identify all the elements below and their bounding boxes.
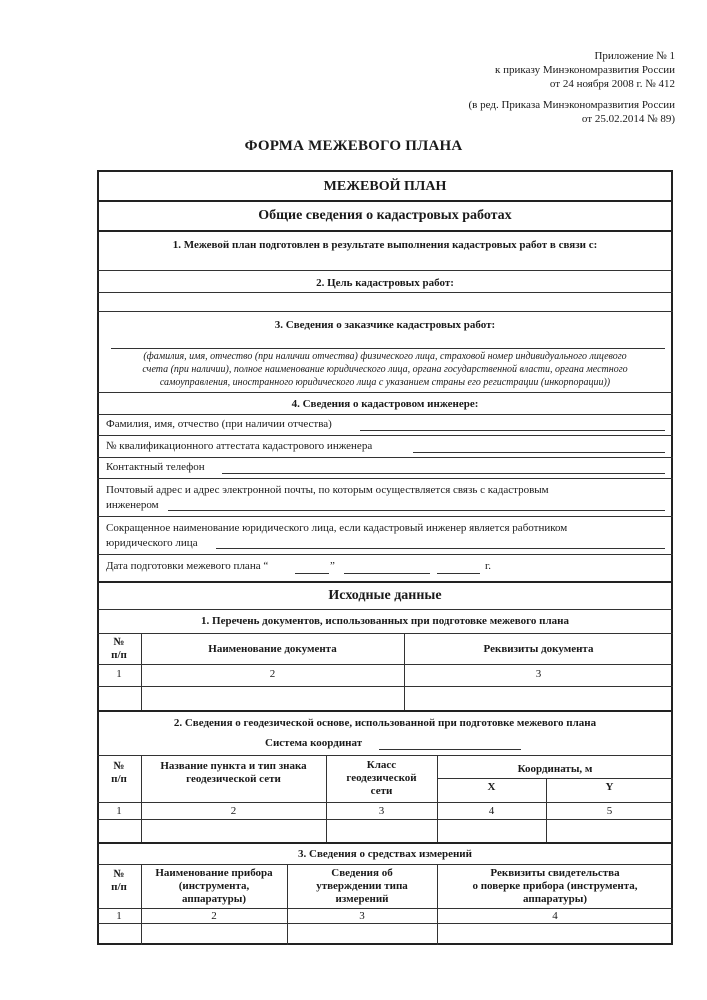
engineer-name-label: Фамилия, имя, отчество (при наличии отчества) [106,418,332,430]
certificate-field[interactable] [413,452,665,453]
customer-fill-line [111,348,665,349]
customer-note [97,350,673,389]
address-field[interactable] [168,510,665,511]
instruments-col-number [97,868,141,894]
header-text: (инструмента, [178,880,250,892]
date-month-field[interactable] [344,573,430,574]
section-1-title: 1. Межевой план подготовлен в результате выполнения кадастровых работ в связи с: [172,239,598,251]
column-number: 1 [116,668,122,680]
header-line: Приложение № 1 [594,50,675,62]
header-line: от 24 ноября 2008 г. № 412 [549,78,675,90]
phone-field[interactable] [222,473,665,474]
header-line: (в ред. Приказа Минэкономразвития России [468,99,675,111]
header-line: к приказу Минэкономразвития России [495,64,675,76]
instruments-col-type [287,867,437,906]
date-year-suffix: г. [485,560,492,572]
instruments-col-device [141,867,287,906]
header-text: аппаратуры) [523,893,587,905]
column-number: 3 [535,668,542,680]
header-text: п/п [111,881,127,893]
organization-line-2: юридического лица [106,537,198,549]
header-text: № [113,760,125,772]
column-number: 2 [269,668,276,680]
column-number: 3 [378,805,385,817]
header-text: Сведения об [331,867,393,879]
certificate-label: № квалификационного аттестата кадастрового инженера [106,440,373,452]
documents-col-number [97,636,141,662]
header-text: Реквизиты свидетельства [490,867,620,879]
note-line: счета (при наличии), полное наименование юридического лица, органа государственной власти, органа местного [142,364,628,375]
documents-col-name: Наименование документа [208,643,337,655]
note-line: (фамилия, имя, отчество (при наличии отчества) физического лица, страховой номер индивидуального лицевого [143,351,627,362]
documents-table-title: 1. Перечень документов, использованных при подготовке межевого плана [201,615,569,627]
header-text: п/п [111,649,127,661]
header-text: утверждении типа [316,880,408,892]
header-text: Название пункта и тип знака [160,760,307,772]
organization-line-1: Сокращенное наименование юридического лица, если кадастровый инженер является работником [106,522,568,534]
geodetic-table-title: 2. Сведения о геодезической основе, использованной при подготовке межевого плана [173,717,597,729]
phone-label: Контактный телефон [106,461,205,473]
engineer-name-field[interactable] [360,430,665,431]
column-number: 1 [116,805,122,817]
organization-label [106,521,567,551]
header-text: Класс [366,759,397,771]
address-label [106,483,549,513]
section-2-title: 2. Цель кадастровых работ: [316,277,454,289]
header-text: измерений [335,893,389,905]
document-header [415,49,675,126]
column-number: 3 [359,910,365,922]
instruments-table-title: 3. Сведения о средствах измерений [298,848,472,860]
organization-field[interactable] [216,548,665,549]
column-number: 1 [116,910,122,922]
header-line: от 25.02.2014 № 89) [581,113,675,125]
instruments-col-certificate [437,867,673,906]
header-text: геодезической сети [186,773,281,785]
date-quote-close: ” [330,560,335,572]
geodetic-col-number [97,760,141,786]
geodetic-col-coordinates: Координаты, м [517,763,593,775]
header-text: геодезической [346,772,417,784]
header-text: № [113,868,125,880]
date-label: Дата подготовки межевого плана “ [106,560,269,572]
plan-title: МЕЖЕВОЙ ПЛАН [323,179,447,194]
column-number: 4 [488,805,495,817]
section-4-title: 4. Сведения о кадастровом инженере: [291,398,479,410]
column-number: 2 [211,910,217,922]
date-year-field[interactable] [437,573,480,574]
header-text: аппаратуры) [182,893,246,905]
header-text: о поверке прибора (инструмента, [472,880,638,892]
coordinate-system-field[interactable] [379,749,521,750]
geodetic-col-x: X [487,781,496,793]
column-number: 5 [606,805,613,817]
geodetic-col-name [141,760,326,786]
header-text: сети [370,785,393,797]
section-3-title: 3. Сведения о заказчике кадастровых работ: [274,319,496,331]
geodetic-col-class [326,759,437,798]
column-number: 2 [230,805,237,817]
header-text: п/п [111,773,127,785]
note-line: самоуправления, иностранного юридического лица с указанием страны его регистрации (инкорпорации)) [159,377,611,388]
date-day-field[interactable] [295,573,329,574]
coordinate-system-label: Система координат [265,737,363,749]
address-line-1: Почтовый адрес и адрес электронной почты, по которым осуществляется связь с кадастровым [106,484,549,496]
documents-col-requisites: Реквизиты документа [483,643,594,655]
form-title: ФОРМА МЕЖЕВОГО ПЛАНА [244,138,463,154]
header-text: № [113,636,125,648]
geodetic-col-y: Y [605,781,614,793]
column-number: 4 [552,910,558,922]
general-section-title: Общие сведения о кадастровых работах [258,208,512,223]
source-section-title: Исходные данные [328,588,442,603]
address-line-2: инженером [106,499,159,511]
header-text: Наименование прибора [155,867,273,879]
